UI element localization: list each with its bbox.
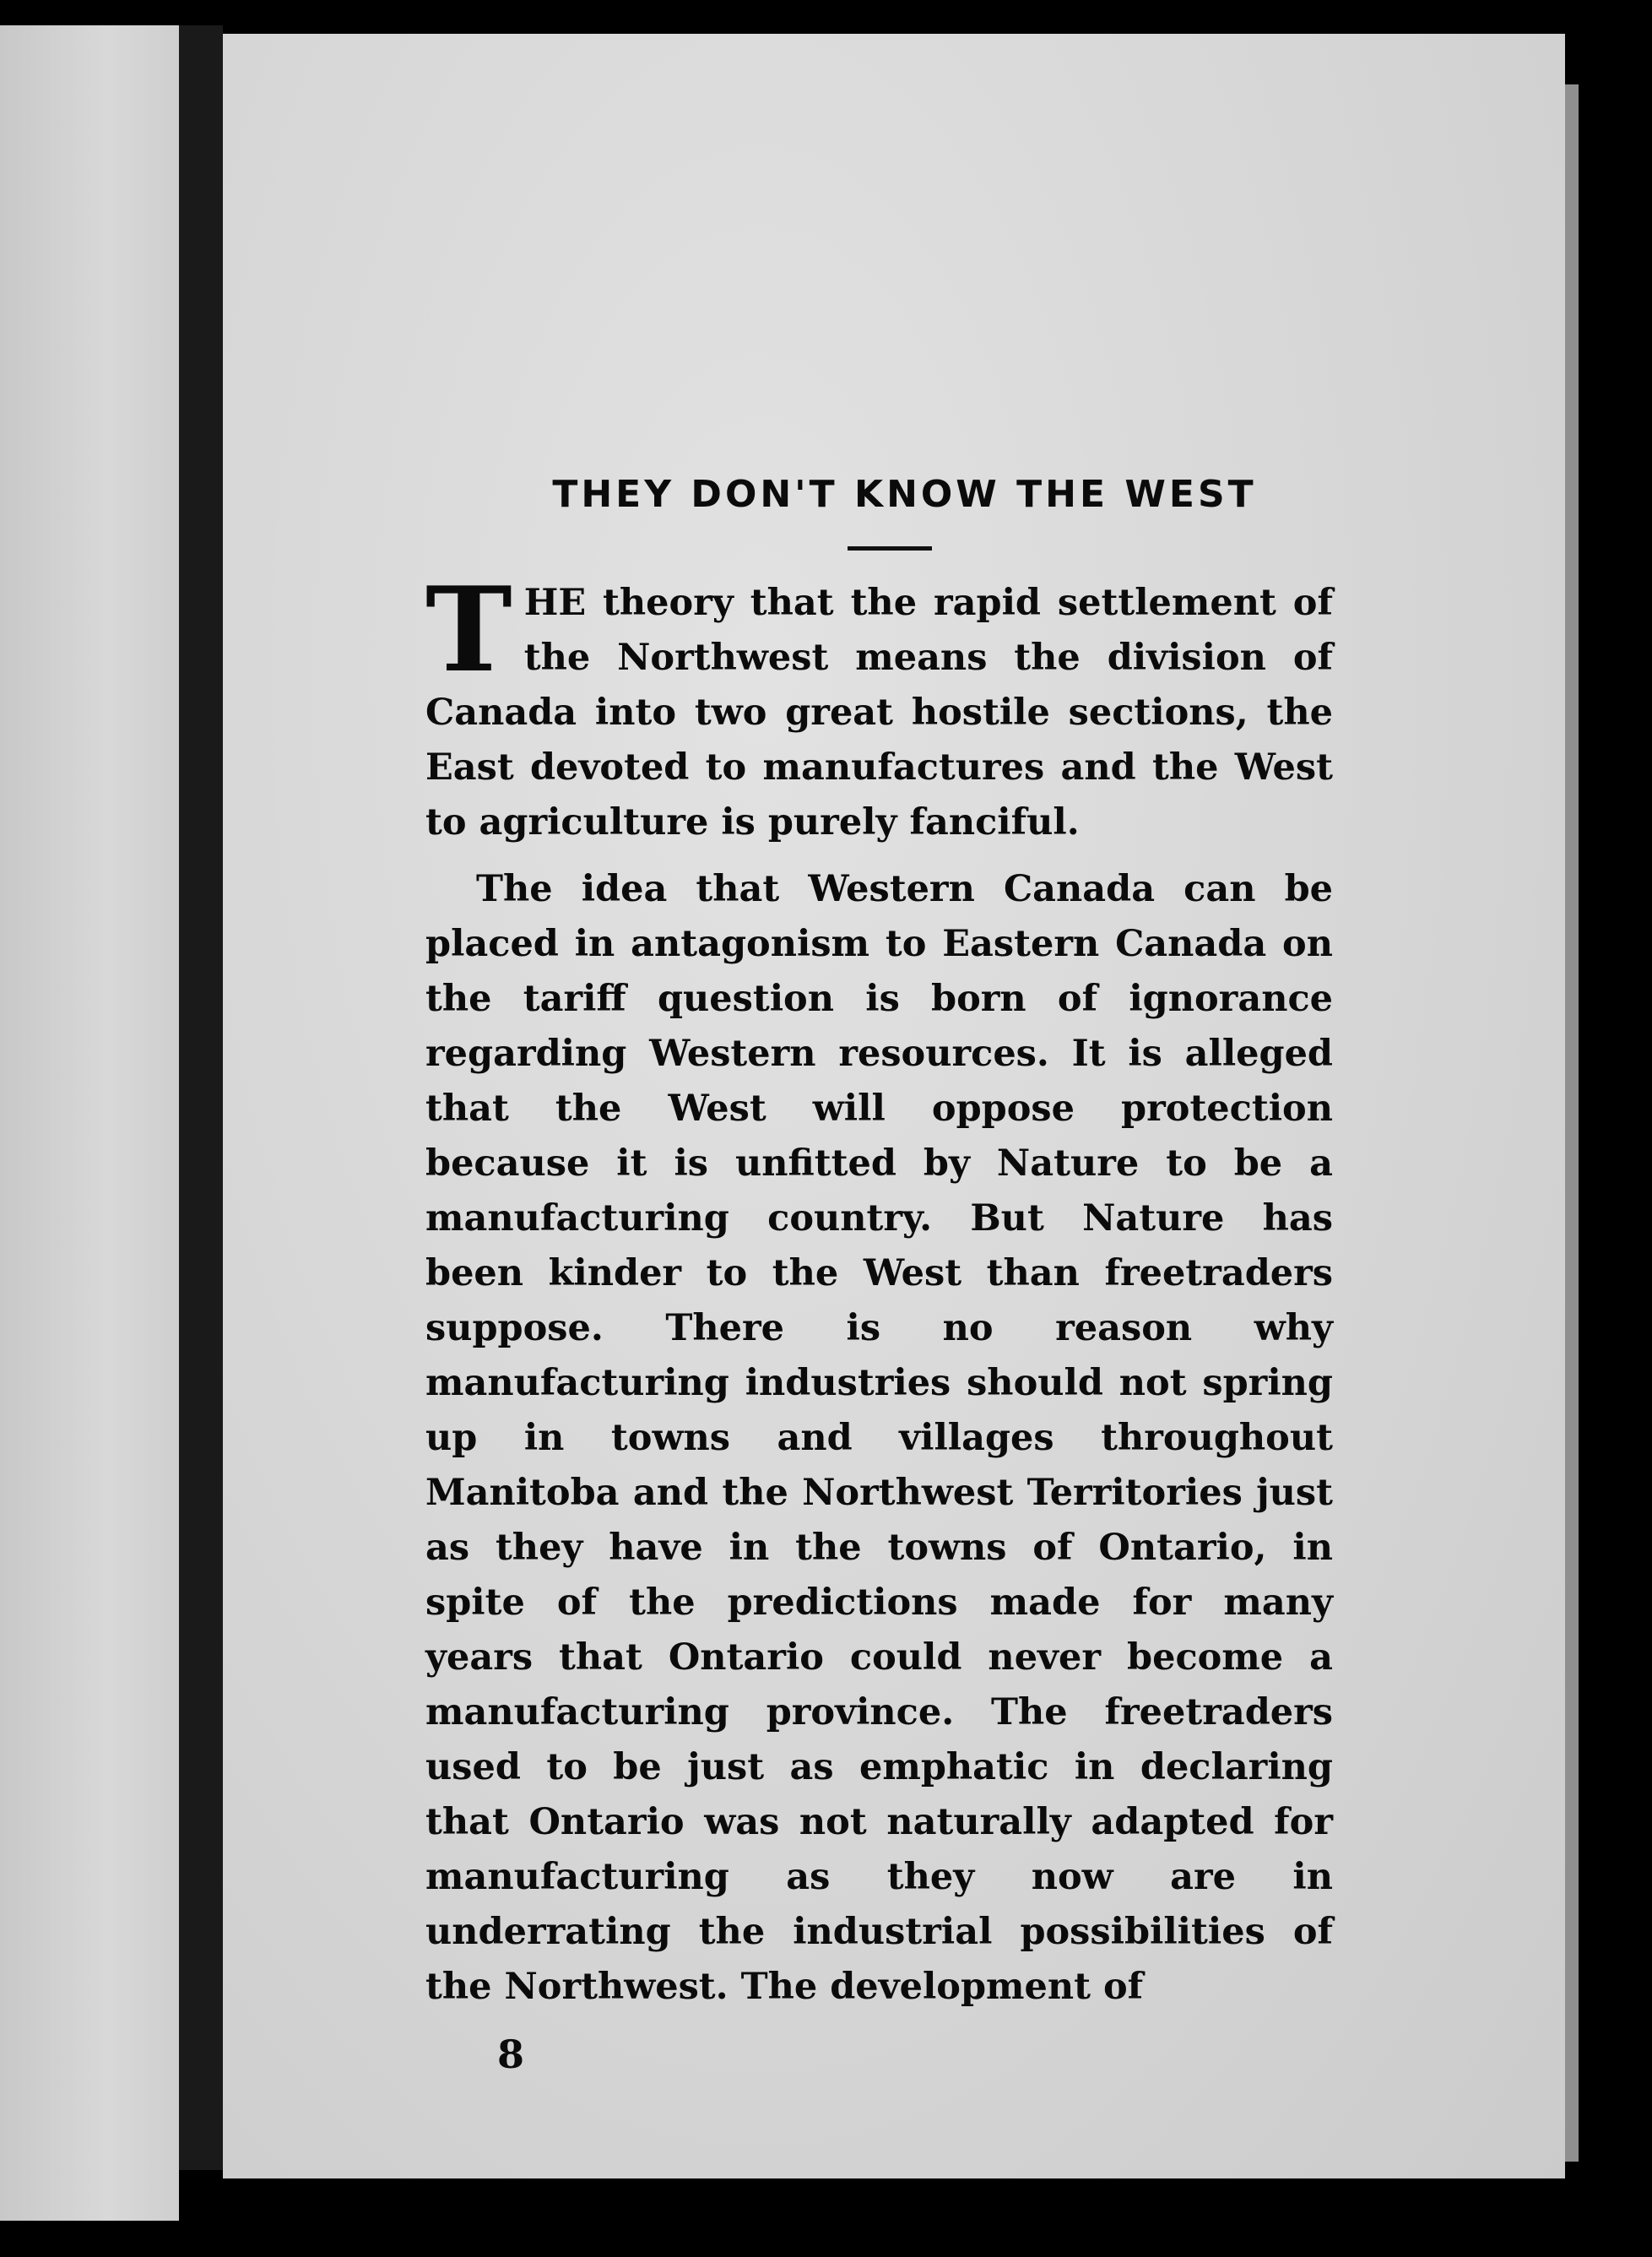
page-number: 8	[497, 2032, 525, 2077]
facing-page	[0, 25, 179, 2221]
book-spine	[179, 25, 223, 2170]
title-rule	[848, 546, 932, 551]
page-content	[425, 473, 1333, 2077]
page-title: THEY DON'T KNOW THE WEST	[552, 473, 1257, 516]
paragraph-2: The idea that Western Canada can be placed in antagonism to Eastern Canada on the tariff question is born of ignorance regarding Western resources. It is alleged that the West will oppose protection because it is unfitted by Nature to be a manufacturing country. But Nature has been kinder to the West than freetraders suppose. There is no reason why manufacturing industries should not spring up in towns and villages throughout Manitoba and the Northwest Territories just as they have in the towns of Ontario, in spite of the predictions made for many years that Ontario could never become a manufacturing province. The freetraders used to be just as emphatic in declaring that Ontario was not naturally adapted for manufacturing as they now are in underrating the industrial possibilities of the Northwest. The development of	[425, 868, 1333, 2008]
paragraph-1: THE theory that the rapid settlement of the Northwest means the division of Canada into two great hostile sections, the East devoted to manufactures and the West to agriculture is purely fanciful.	[425, 561, 1333, 844]
page-edge-shadow	[1565, 84, 1579, 2162]
book-page	[223, 34, 1565, 2178]
